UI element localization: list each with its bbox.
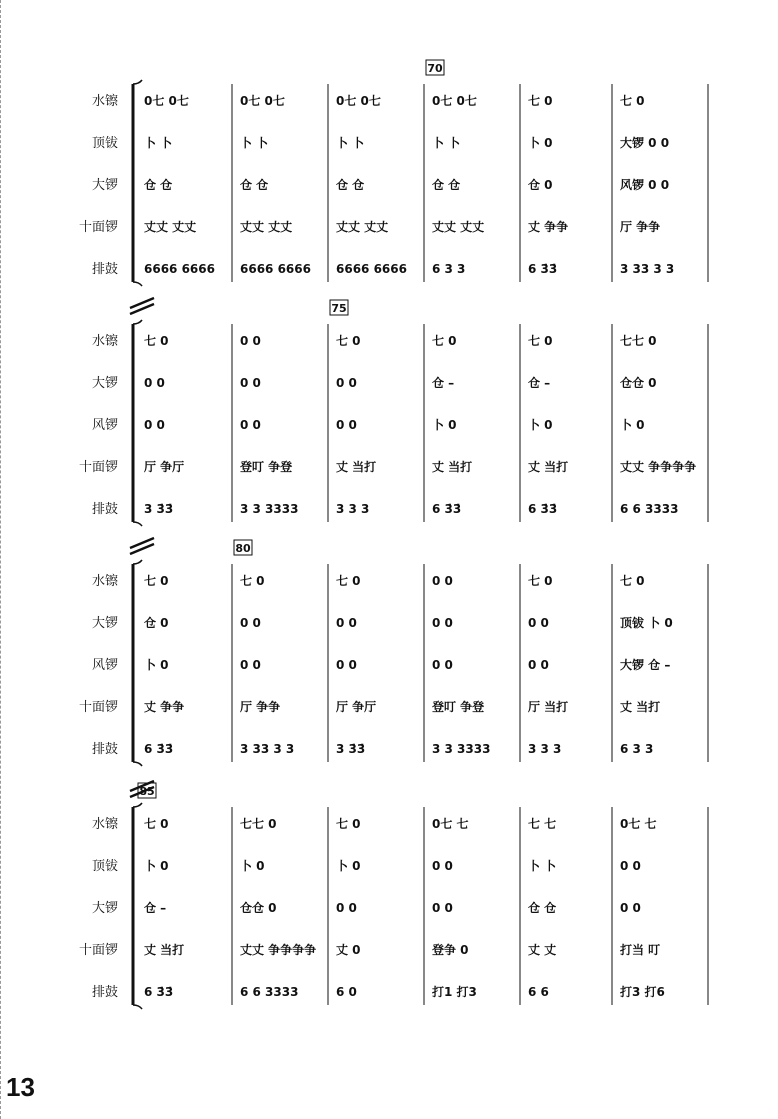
rehearsal-mark: 70 — [427, 62, 443, 75]
instrument-label: 风锣 — [91, 418, 118, 433]
score-cell: 卜 0 — [432, 418, 457, 432]
score-cell: 6 3̇3̇ — [144, 742, 174, 756]
score-cell: 仓 – — [144, 901, 167, 915]
score-cell: 3 33 3 3 — [620, 262, 675, 276]
score-cell: 0 0 — [336, 658, 357, 672]
score-cell: 登叮 争登 — [240, 460, 293, 474]
instrument-label: 大锣 — [91, 376, 118, 391]
score-cell: 七七 0 — [240, 817, 277, 831]
score-cell: 6 3 3 — [432, 262, 466, 276]
score-cell: 七 0 — [528, 94, 553, 108]
score-cell: 0 0 — [240, 418, 261, 432]
score-cell: 6666 6666 — [144, 262, 215, 276]
instrument-label: 风锣 — [91, 658, 118, 673]
score-cell: 仓 0 — [528, 178, 553, 192]
score-cell: 仓 仓 — [240, 178, 269, 192]
instrument-label: 水镲 — [91, 334, 118, 349]
score-cell: 厅 争厅 — [336, 700, 377, 714]
score-cell: 丈 争争 — [528, 220, 569, 234]
instrument-label: 水镲 — [91, 817, 118, 832]
score-cell: 3 3 3333 — [432, 742, 491, 756]
score-cell: 0 0 — [432, 859, 453, 873]
instrument-label: 排鼓 — [91, 262, 118, 277]
score-cell: 0 0 — [620, 859, 641, 873]
rehearsal-mark: 85 — [139, 785, 155, 798]
score-cell: 6 3 3 — [620, 742, 654, 756]
score-cell: 6 6 3333 — [620, 502, 679, 516]
score-cell: 打3 打6 — [620, 985, 665, 999]
instrument-label: 十面锣 — [78, 700, 118, 715]
score-cell: 仓仓 0 — [240, 901, 277, 915]
score-cell: 卜 卜 — [336, 136, 365, 150]
instrument-label: 排鼓 — [91, 502, 118, 517]
score-cell: 丈丈 争争争争 — [240, 943, 317, 957]
score-cell: 七 0 — [240, 574, 265, 588]
score-cell: 仓 – — [528, 376, 551, 390]
score-cell: 大锣 0 0 — [620, 136, 670, 150]
score-cell: 0 0 — [144, 376, 165, 390]
score-cell: 3 3 3 — [336, 502, 370, 516]
score-cell: 丈丈 丈丈 — [240, 220, 293, 234]
score-cell: 七 0 — [144, 334, 169, 348]
score-cell: 0七 七 — [620, 817, 657, 831]
score-cell: 卜 0 — [620, 418, 645, 432]
score-cell: 6 3̇3̇ — [432, 502, 462, 516]
score-cell: 6 3̇3̇ — [144, 985, 174, 999]
score-cell: 丈 当打 — [144, 943, 185, 957]
score-cell: 丈 争争 — [144, 700, 185, 714]
score-cell: 登叮 争登 — [432, 700, 485, 714]
score-cell: 厅 当打 — [528, 700, 569, 714]
score-cell: 0 0 — [240, 376, 261, 390]
instrument-label: 大锣 — [91, 178, 118, 193]
score-cell: 七 七 — [528, 817, 557, 831]
score-cell: 卜 0 — [144, 859, 169, 873]
score-cell: 0 0 — [336, 616, 357, 630]
score-cell: 七七 0 — [620, 334, 657, 348]
score-cell: 卜 卜 — [240, 136, 269, 150]
score-cell: 3 3̇3̇ — [144, 502, 174, 516]
instrument-label: 十面锣 — [78, 943, 118, 958]
score-cell: 七 0 — [620, 574, 645, 588]
score-cell: 卜 0 — [144, 658, 169, 672]
score-cell: 仓 – — [432, 376, 455, 390]
score-cell: 丈 当打 — [432, 460, 473, 474]
score-cell: 厅 争争 — [240, 700, 281, 714]
score-cell: 七 0 — [336, 334, 361, 348]
score-cell: 3 3 3 — [528, 742, 562, 756]
score-cell: 七 0 — [144, 817, 169, 831]
score-cell: 6 3̇3̇ — [528, 502, 558, 516]
score-cell: 6666 6666 — [240, 262, 311, 276]
score-cell: 0 0 — [432, 574, 453, 588]
instrument-label: 排鼓 — [91, 742, 118, 757]
score-cell: 仓仓 0 — [620, 376, 657, 390]
score-cell: 6 0 — [336, 985, 357, 999]
score-cell: 卜 0 — [528, 136, 553, 150]
score-cell: 七 0 — [336, 574, 361, 588]
score-cell: 丈 0 — [336, 943, 361, 957]
score-cell: 七 0 — [528, 334, 553, 348]
instrument-label: 十面锣 — [78, 220, 118, 235]
score-cell: 0 0 — [336, 376, 357, 390]
score-cell: 0 0 — [528, 616, 549, 630]
score-cell: 0 0 — [528, 658, 549, 672]
score-cell: 6 3̇3̇ — [528, 262, 558, 276]
instrument-label: 顶钹 — [91, 859, 118, 874]
score-cell: 丈 当打 — [528, 460, 569, 474]
score-cell: 七 0 — [620, 94, 645, 108]
score-cell: 3 3̇3̇ — [336, 742, 366, 756]
instrument-label: 大锣 — [91, 901, 118, 916]
score-cell: 打1 打3 — [432, 985, 477, 999]
score-cell: 登争 0 — [432, 943, 469, 957]
score-cell: 0 0 — [432, 901, 453, 915]
score-cell: 大锣 仓 – — [620, 658, 671, 672]
score-cell: 丈丈 丈丈 — [432, 220, 485, 234]
score-cell: 0七 七 — [432, 817, 469, 831]
score-cell: 七 0 — [336, 817, 361, 831]
score-cell: 6 6 — [528, 985, 549, 999]
score-cell: 0 0 — [432, 658, 453, 672]
score-cell: 0 0 — [336, 418, 357, 432]
score-cell: 0 0 — [620, 901, 641, 915]
score-cell: 0 0 — [240, 616, 261, 630]
score-cell: 0 0 — [240, 658, 261, 672]
score-cell: 仓 仓 — [336, 178, 365, 192]
score-cell: 0 0 — [432, 616, 453, 630]
score-cell: 0七 0七 — [240, 94, 285, 108]
instrument-label: 排鼓 — [91, 985, 118, 1000]
score-cell: 打当 叮 — [620, 943, 661, 957]
score-cell: 仓 0 — [144, 616, 169, 630]
instrument-label: 大锣 — [91, 616, 118, 631]
rehearsal-mark: 75 — [331, 302, 347, 315]
score-cell: 丈丈 争争争争 — [620, 460, 697, 474]
score-cell: 厅 争争 — [620, 220, 661, 234]
score-cell: 卜 0 — [336, 859, 361, 873]
score-cell: 丈 当打 — [336, 460, 377, 474]
score-cell: 0七 0七 — [336, 94, 381, 108]
instrument-label: 水镲 — [91, 94, 118, 109]
score-cell: 0 0 — [336, 901, 357, 915]
score-cell: 卜 卜 — [432, 136, 461, 150]
score-cell: 3 33 3 3 — [240, 742, 295, 756]
score-cell: 丈丈 丈丈 — [144, 220, 197, 234]
score-cell: 七 0 — [144, 574, 169, 588]
instrument-label: 顶钹 — [91, 136, 118, 151]
score-cell: 顶钹 卜 0 — [620, 616, 673, 630]
score-cell: 七 0 — [432, 334, 457, 348]
score-cell: 仓 仓 — [144, 178, 173, 192]
score-cell: 6666 6666 — [336, 262, 407, 276]
score-cell: 风锣 0 0 — [620, 178, 670, 192]
score-cell: 丈 丈 — [528, 943, 557, 957]
score-cell: 厅 争厅 — [144, 460, 185, 474]
score-cell: 3 3 3333 — [240, 502, 299, 516]
score-cell: 卜 0 — [528, 418, 553, 432]
score-cell: 丈 当打 — [620, 700, 661, 714]
score-cell: 0七 0七 — [432, 94, 477, 108]
score-cell: 0七 0七 — [144, 94, 189, 108]
page-number: 13 — [6, 1072, 35, 1102]
instrument-label: 水镲 — [91, 574, 118, 589]
instrument-label: 十面锣 — [78, 460, 118, 475]
rehearsal-mark: 80 — [235, 542, 251, 555]
score-cell: 丈丈 丈丈 — [336, 220, 389, 234]
score-cell: 仓 仓 — [528, 901, 557, 915]
score-cell: 卜 0 — [240, 859, 265, 873]
score-cell: 仓 仓 — [432, 178, 461, 192]
score-cell: 卜 卜 — [144, 136, 173, 150]
score-cell: 卜 卜 — [528, 859, 557, 873]
score-cell: 6 6 3333 — [240, 985, 299, 999]
score-cell: 七 0 — [528, 574, 553, 588]
score-cell: 0 0 — [144, 418, 165, 432]
score-cell: 0 0 — [240, 334, 261, 348]
